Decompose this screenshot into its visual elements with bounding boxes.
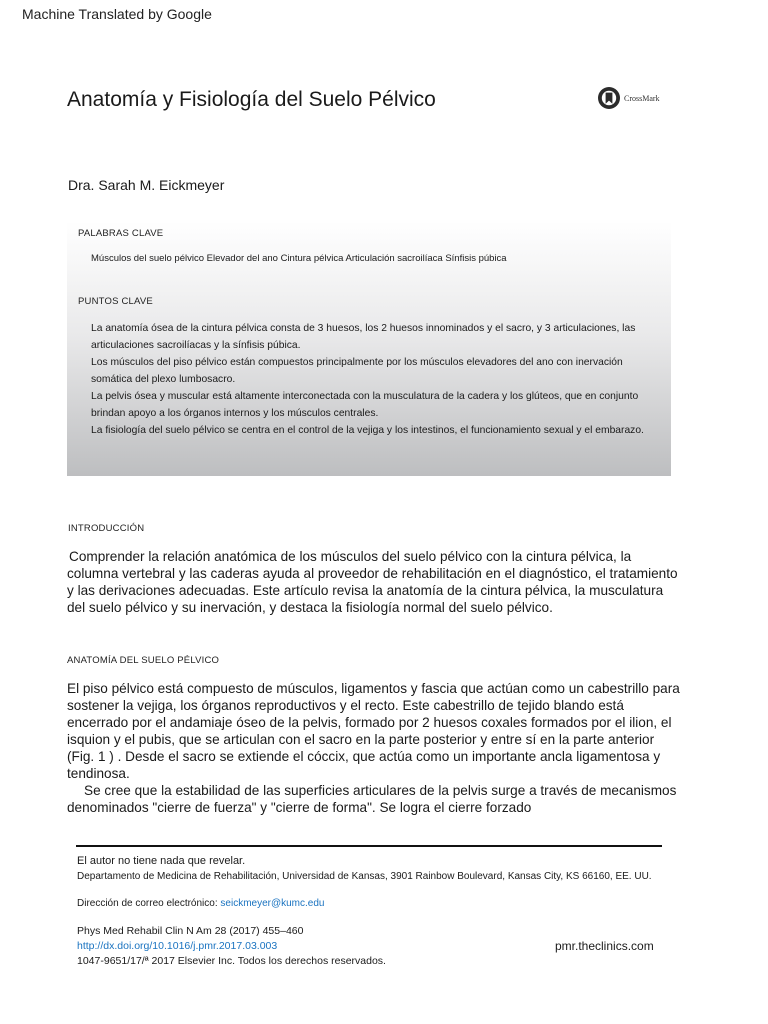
anatomy-paragraph-2: Se cree que la estabilidad de las superficies articulares de la pelvis surge a través de mecanismos denominados "cierre de fuerza" y "cierre de forma". Se logra el cierre forzado xyxy=(67,783,677,815)
email-line xyxy=(77,898,324,909)
key-box xyxy=(67,221,671,476)
journal-website: pmr.theclinics.com xyxy=(555,939,654,953)
key-point-item: La pelvis ósea y muscular está altamente interconectada con la musculatura de la cadera y los glúteos, que en conjunto brindan apoyo a los órganos internos y los músculos centrales. xyxy=(91,391,639,419)
key-points-heading: PUNTOS CLAVE xyxy=(78,296,153,307)
author-affiliation: Departamento de Medicina de Rehabilitación, Universidad de Kansas, 3901 Rainbow Boulevard, Kansas City, KS 66160, EE. UU. xyxy=(77,871,652,882)
footer-divider xyxy=(76,845,662,847)
journal-citation: Phys Med Rehabil Clin N Am 28 (2017) 455–460 xyxy=(77,925,304,937)
crossmark-icon xyxy=(597,86,621,110)
machine-translation-banner: Machine Translated by Google xyxy=(22,6,212,22)
key-point-item: La fisiología del suelo pélvico se centra en el control de la vejiga y los intestinos, el funcionamiento sexual y el embarazo. xyxy=(91,425,644,436)
copyright-notice: 1047-9651/17/ª 2017 Elsevier Inc. Todos los derechos reservados. xyxy=(77,955,386,967)
key-point-item: Los músculos del piso pélvico están compuestos principalmente por los músculos elevadores del ano con inervación somática del plexo lumbosacro. xyxy=(91,357,623,385)
anatomy-paragraph-1: El piso pélvico está compuesto de músculos, ligamentos y fascia que actúan como un cabestrillo para sostener la vejiga, los órganos reproductivos y el recto. Este cabestrillo de tejido blando está encerrado por el andamiaje óseo de la pelvis, formado por 2 huesos coxales formados por el ilion, el isquion y el pubis, que se articulan con el sacro en la parte posterior y entre sí en la parte anterior (Fig. 1 ) . Desde el sacro se extiende el cóccix, que actúa como un importante ancla ligamentosa y tendinosa. xyxy=(67,681,680,781)
email-label: Dirección de correo electrónico: xyxy=(77,898,218,909)
email-link[interactable]: seickmeyer@kumc.edu xyxy=(220,898,325,909)
crossmark-badge[interactable] xyxy=(597,86,677,110)
key-point-item: La anatomía ósea de la cintura pélvica consta de 3 huesos, los 2 huesos innominados y el sacro, y 3 articulaciones, las articulaciones sacroilíacas y la sínfisis púbica. xyxy=(91,323,636,351)
introduction-heading: INTRODUCCIÓN xyxy=(68,523,145,534)
anatomy-heading: ANATOMÍA DEL SUELO PÉLVICO xyxy=(67,655,220,666)
doi-link[interactable]: http://dx.doi.org/10.1016/j.pmr.2017.03.003 xyxy=(77,940,278,952)
keywords-heading: PALABRAS CLAVE xyxy=(78,228,164,239)
article-title: Anatomía y Fisiología del Suelo Pélvico xyxy=(67,88,436,111)
introduction-paragraph: Comprender la relación anatómica de los músculos del suelo pélvico con la cintura pélvica, la columna vertebral y las caderas ayuda al proveedor de rehabilitación en el diagnóstico, el tratamiento y las derivaciones adecuadas. Este artículo revisa la anatomía de la cintura pélvica, la musculatura del suelo pélvico y su inervación, y destaca la fisiología normal del suelo pélvico. xyxy=(67,549,678,615)
disclosure-note: El autor no tiene nada que revelar. xyxy=(77,855,246,867)
key-points-list xyxy=(91,321,665,440)
crossmark-label: CrossMark xyxy=(624,93,660,103)
author-name: Dra. Sarah M. Eickmeyer xyxy=(68,177,225,193)
keywords-text: Músculos del suelo pélvico Elevador del ano Cintura pélvica Articulación sacroilíaca Sínfisis púbica xyxy=(91,253,507,264)
